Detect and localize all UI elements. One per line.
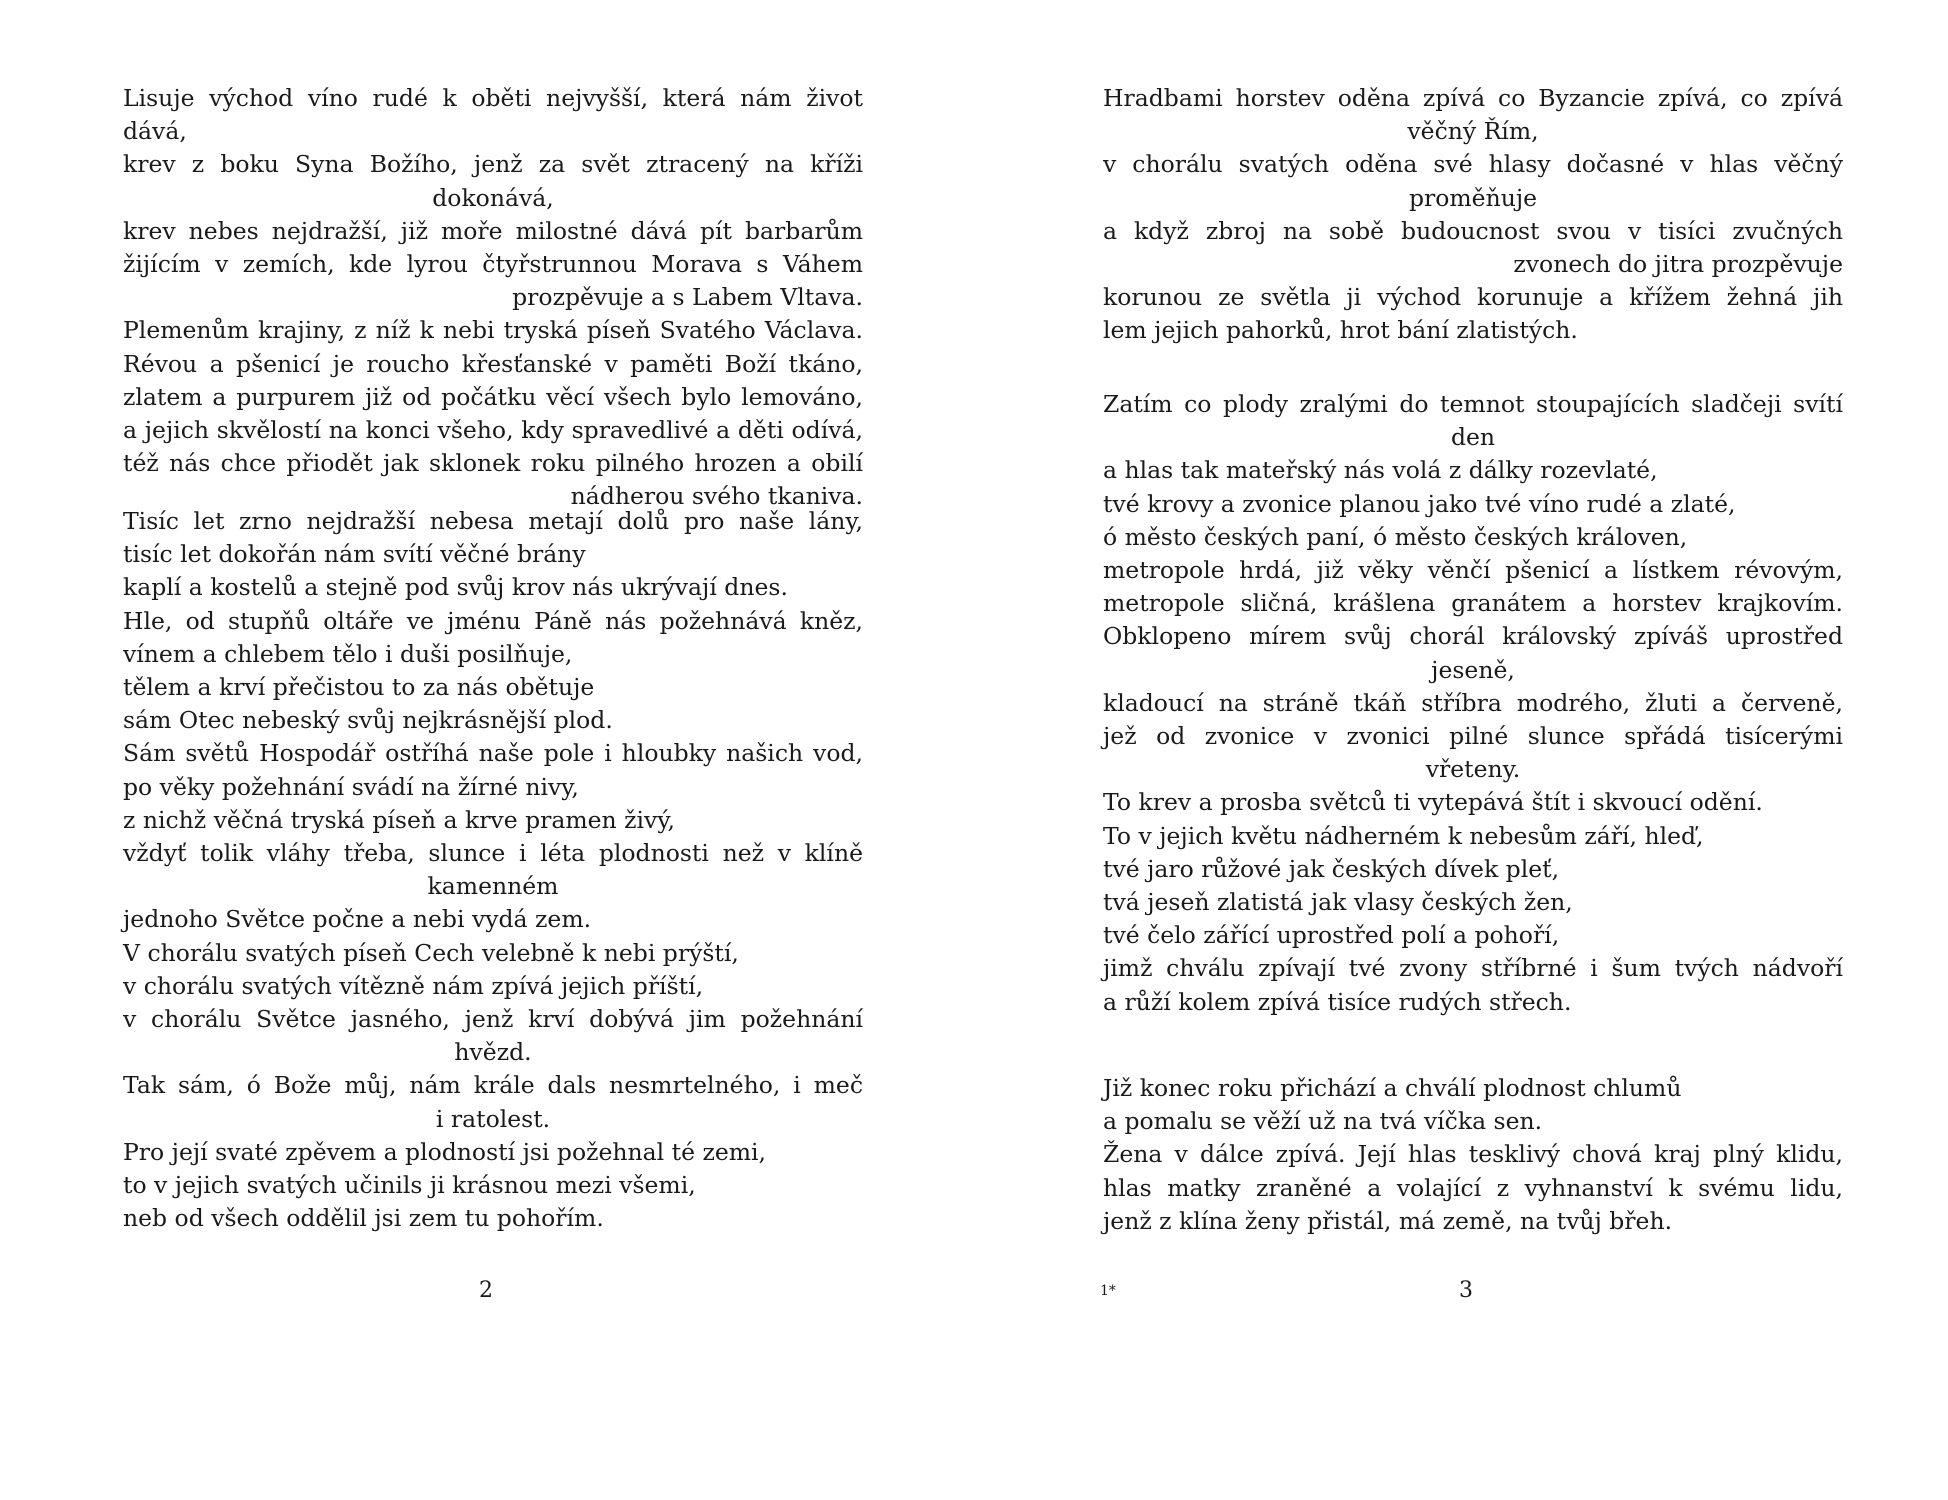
- verse-line: Sám světů Hospodář ostříhá naše pole i hloubky našich vod,: [123, 739, 863, 768]
- verse-line: metropole hrdá, již věky věnčí pšenicí a lístkem révovým,: [1103, 556, 1843, 585]
- verse-line: jednoho Světce počne a nebi vydá zem.: [123, 905, 592, 934]
- right-page: [1100, 0, 1863, 1500]
- right-stanza-1: [1103, 82, 1843, 348]
- verse-line: Pro její svaté zpěvem a plodností jsi požehnal té zemi,: [123, 1137, 767, 1166]
- verse-line-continuation: jeseně,: [1431, 655, 1515, 684]
- verse-line-continuation: kamenném: [427, 872, 559, 901]
- verse-line: krev z boku Syna Božího, jenž za svět ztracený na kříži: [123, 150, 863, 179]
- verse-line: korunou ze světla ji východ korunuje a křížem žehná jih: [1103, 283, 1843, 312]
- verse-line: v chorálu Světce jasného, jenž krví dobývá jim požehnání: [123, 1005, 863, 1034]
- verse-line: tvé krovy a zvonice planou jako tvé víno rudé a zlaté,: [1103, 489, 1736, 518]
- verse-line: sám Otec nebeský svůj nejkrásnější plod.: [123, 706, 613, 735]
- verse-line: Révou a pšenicí je roucho křesťanské v paměti Boží tkáno,: [123, 349, 863, 378]
- left-stanza-1: [123, 82, 863, 514]
- verse-line: v chorálu svatých vítězně nám zpívá jejich příští,: [123, 971, 704, 1000]
- verse-line-continuation: hvězd.: [454, 1038, 532, 1067]
- verse-line: to v jejich svatých učinils ji krásnou mezi všemi,: [123, 1171, 696, 1200]
- verse-line: To v jejich květu nádherném k nebesům září, hleď,: [1103, 821, 1704, 850]
- verse-line: a když zbroj na sobě budoucnost svou v tisíci zvučných: [1103, 216, 1843, 245]
- verse-line-continuation: den: [1450, 423, 1496, 452]
- verse-line: kladoucí na stráně tkáň stříbra modrého, žluti a červeně,: [1103, 688, 1843, 717]
- right-stanza-2: [1103, 388, 1843, 1019]
- verse-line: tvá jeseň zlatistá jak vlasy českých žen,: [1103, 888, 1573, 917]
- verse-line: Již konec roku přichází a chválí plodnost chlumů: [1103, 1074, 1682, 1102]
- verse-line: tvé jaro růžové jak českých dívek pleť,: [1103, 854, 1560, 883]
- verse-line: metropole sličná, krášlena granátem a horstev krajkovím.: [1103, 589, 1843, 618]
- verse-line-continuation: zvonech do jitra prozpěvuje: [1513, 250, 1843, 279]
- verse-line-continuation: proměňuje: [1408, 183, 1538, 212]
- verse-line: z nichž věčná tryská píseň a krve pramen živý,: [123, 805, 675, 834]
- right-stanza-3: [1103, 1072, 1843, 1238]
- verse-line: vždyť tolik vláhy třeba, slunce i léta plodnosti než v klíně: [123, 839, 863, 868]
- verse-line: Hradbami horstev oděna zpívá co Byzancie zpívá, co zpívá: [1103, 84, 1843, 112]
- verse-line: Hle, od stupňů oltáře ve jménu Páně nás požehnává kněz,: [123, 606, 863, 635]
- verse-line: tisíc let dokořán nám svítí věčné brány: [123, 540, 586, 569]
- verse-line: žijícím v zemích, kde lyrou čtyřstrunnou Morava s Váhem: [123, 250, 863, 279]
- verse-line-continuation: prozpěvuje a s Labem Vltava.: [512, 283, 863, 312]
- verse-line: ó město českých paní, ó město českých královen,: [1103, 522, 1688, 551]
- page-number-right: 3: [1459, 1278, 1473, 1303]
- verse-line: a růží kolem zpívá tisíce rudých střech.: [1103, 987, 1572, 1016]
- verse-line: tvé čelo zářící uprostřed polí a pohoří,: [1103, 921, 1560, 950]
- verse-line: též nás chce přiodět jak sklonek roku pilného hrozen a obilí: [123, 449, 863, 478]
- verse-line-continuation: dokonává,: [432, 183, 554, 212]
- left-page: [123, 0, 883, 1500]
- verse-line-continuation: i ratolest.: [435, 1104, 551, 1133]
- verse-line: tělem a krví přečistou to za nás obětuje: [123, 673, 595, 702]
- verse-line: jenž z klína ženy přistál, má země, na tvůj břeh.: [1103, 1206, 1673, 1235]
- verse-line-continuation: vřeteny.: [1425, 755, 1521, 784]
- verse-line: a pomalu se věží už na tvá víčka sen.: [1103, 1107, 1543, 1136]
- verse-line: a hlas tak mateřský nás volá z dálky rozevlaté,: [1103, 456, 1658, 485]
- verse-line: v chorálu svatých oděna své hlasy dočasné v hlas věčný: [1103, 150, 1843, 179]
- verse-line: jež od zvonice v zvonici pilné slunce spřádá tisícerými: [1103, 722, 1843, 751]
- verse-line: jimž chválu zpívají tvé zvony stříbrné i šum tvých nádvoří: [1103, 954, 1843, 983]
- verse-line: V chorálu svatých píseň Cech velebně k nebi prýští,: [123, 938, 739, 967]
- verse-line-continuation: věčný Řím,: [1407, 117, 1539, 146]
- verse-line: lem jejich pahorků, hrot bání zlatistých.: [1103, 316, 1578, 345]
- signature-mark: 1*: [1100, 1283, 1116, 1299]
- verse-line-continuation: nádherou svého tkaniva.: [570, 482, 863, 511]
- verse-line: zlatem a purpurem již od počátku věcí všech bylo lemováno,: [123, 382, 863, 411]
- verse-line: a jejich skvělostí na konci všeho, kdy spravedlivé a děti odívá,: [123, 416, 863, 445]
- verse-line: neb od všech oddělil jsi zem tu pohořím.: [123, 1204, 604, 1233]
- verse-line: Obklopeno mírem svůj chorál královský zpíváš uprostřed: [1103, 622, 1843, 651]
- verse-line: hlas matky zraněné a volající z vyhnanství k svému lidu,: [1103, 1173, 1843, 1202]
- verse-line: krev nebes nejdražší, již moře milostné dává pít barbarům: [123, 216, 863, 245]
- page-number-left: 2: [479, 1278, 493, 1303]
- verse-line: Zatím co plody zralými do temnot stoupajících sladčeji svítí: [1103, 390, 1843, 418]
- verse-line: Plemenům krajiny, z níž k nebi tryská píseň Svatého Václava.: [123, 316, 863, 345]
- verse-line: kaplí a kostelů a stejně pod svůj krov nás ukrývají dnes.: [123, 573, 788, 602]
- verse-line: po věky požehnání svádí na žírné nivy,: [123, 772, 579, 801]
- verse-line: Tisíc let zrno nejdražší nebesa metají dolů pro naše lány,: [123, 507, 863, 535]
- verse-line: Žena v dálce zpívá. Její hlas tesklivý chová kraj plný klidu,: [1103, 1140, 1843, 1169]
- verse-line: vínem a chlebem tělo i duši posilňuje,: [123, 639, 573, 668]
- verse-line: To krev a prosba světců ti vytepává štít i skvoucí odění.: [1103, 788, 1763, 817]
- verse-line: Lisuje východ víno rudé k oběti nejvyšší, která nám život dává,: [123, 84, 863, 146]
- left-stanza-2: [123, 505, 863, 1235]
- verse-line: Tak sám, ó Bože můj, nám krále dals nesmrtelného, i meč: [123, 1071, 863, 1100]
